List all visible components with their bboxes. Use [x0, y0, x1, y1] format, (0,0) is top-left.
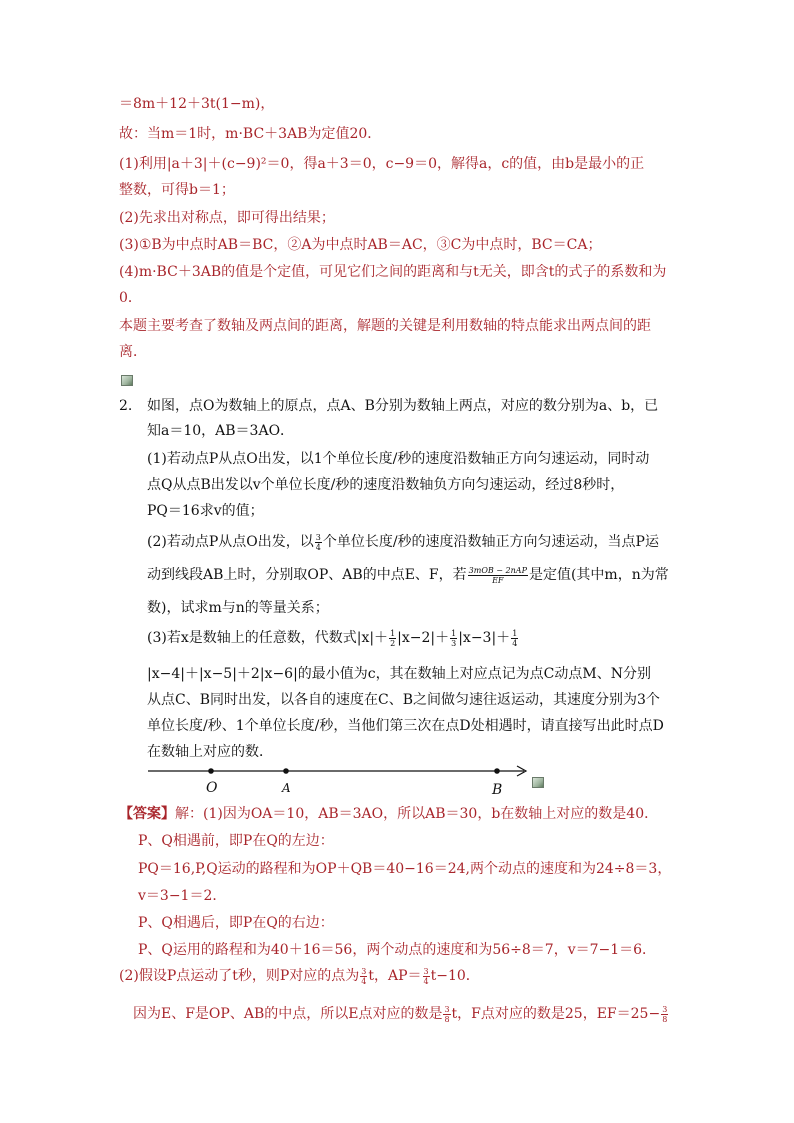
question-2-line-3: 数)，试求m与n的等量关系； — [147, 600, 329, 616]
frac-num: 3 — [444, 1004, 450, 1014]
solution-line-4: 整数，可得b＝1； — [119, 182, 235, 198]
answer-tag: 【答案】 — [119, 806, 175, 822]
point-o — [208, 768, 214, 774]
question-1-line-1: (1)若动点P从点O出发，以1个单位长度/秒的速度沿数轴正方向匀速运动，同时动 — [147, 451, 650, 467]
frac-num: 1 — [390, 628, 396, 638]
frac-den: 4 — [361, 976, 367, 986]
q2-line1-post: 个单位长度/秒的速度沿数轴正方向匀速运动，当点P运 — [322, 534, 659, 550]
q3-pre: (3)若x是数轴上的任意数，代数式|x|＋ — [147, 630, 389, 646]
solution-line-5: (2)先求出对称点，即可得出结果； — [119, 210, 335, 226]
solution-line-3: (1)利用|a＋3|＋(c−9)²＝0，得a＋3＝0，c−9＝0，解得a，c的值，由b是最小的正 — [119, 156, 645, 172]
q3-mid2: |x−3|＋ — [458, 630, 511, 646]
frac-num: 1 — [451, 628, 457, 638]
frac-den: 4 — [423, 976, 429, 986]
a7-pre: (2)假设P点运动了t秒，则P对应的点为 — [119, 968, 360, 984]
point-a — [283, 768, 289, 774]
problem-number: 2. — [119, 398, 133, 414]
fraction-three-quarters — [360, 967, 367, 986]
answer-line-1-text: 解：(1)因为OA＝10，AB＝3AO，所以AB＝30，b在数轴上对应的数是40． — [175, 806, 659, 822]
question-3-line-2: |x−4|＋|x−5|＋2|x−6|的最小值为c，其在数轴上对应点记为点C动点M、N分别 — [147, 666, 651, 682]
solution-line-6: (3)①B为中点时AB＝BC，②A为中点时AB＝AC，③C为中点时，BC＝CA； — [119, 237, 602, 253]
q2-line2-post: 是定值(其中m，n为常 — [528, 567, 669, 583]
answer-line-1 — [119, 804, 658, 824]
q2-line1-pre: (2)若动点P从点O出发，以 — [147, 534, 314, 550]
fraction-three-eighths — [661, 1005, 668, 1024]
answer-line-6: P、Q运用的路程和为40＋16＝56，两个动点的速度和为56÷8＝7，v＝7−1＝6． — [138, 942, 657, 958]
solution-line-10: 离． — [119, 344, 147, 360]
solution-line-8: 0． — [119, 290, 142, 306]
question-3-line-5: 在数轴上对应的数． — [147, 744, 273, 760]
frac-den: 3 — [451, 638, 457, 648]
image-placeholder-icon — [532, 777, 544, 788]
frac-den: 8 — [662, 1014, 668, 1024]
label-b: B — [492, 782, 503, 798]
solution-line-7: (4)m·BC＋3AB的值是个定值，可见它们之间的距离和与t无关，即含t的式子的系数和为 — [119, 264, 667, 280]
answer-line-3: PQ＝16,P,Q运动的路程和为OP＋QB＝40−16＝24,两个动点的速度和为24÷8＝3， — [138, 861, 672, 877]
answer-line-2: P、Q相遇前，即P在Q的左边： — [138, 833, 334, 849]
frac-num: 3 — [315, 532, 321, 542]
question-3-line-4: 单位长度/秒、1个单位长度/秒，当他们第三次在点D处相遇时，请直接写出此时点D — [147, 718, 664, 734]
answer-line-7 — [119, 966, 480, 986]
frac-den: 8 — [444, 1014, 450, 1024]
problem-line-1: 如图，点O为数轴上的原点，点A、B分别为数轴上两点，对应的数分别为a、b，已 — [147, 398, 659, 414]
label-a: A — [282, 781, 291, 795]
frac-den: EF — [492, 575, 504, 585]
frac-num: 3mOB − 2nAP — [468, 565, 527, 575]
solution-line-1: ＝8m＋12＋3t(1−m)， — [119, 96, 275, 112]
a8-mid: t，F点对应的数是25，EF＝25− — [451, 1006, 661, 1022]
frac-den: 4 — [512, 638, 518, 648]
frac-num: 1 — [512, 628, 518, 638]
q3-mid1: |x−2|＋ — [397, 630, 450, 646]
a8-pre: 因为E、F是OP、AB的中点，所以E点对应的数是 — [133, 1006, 443, 1022]
point-b — [494, 768, 500, 774]
answer-line-4: v＝3−1＝2． — [138, 888, 227, 904]
q2-line2-pre: 动到线段AB上时，分别取OP、AB的中点E、F，若 — [147, 567, 467, 583]
problem-line-2: 知a＝10，AB＝3AO． — [147, 423, 295, 439]
answer-line-5: P、Q相遇后，即P在Q的右边： — [138, 915, 334, 931]
label-o: O — [206, 780, 218, 796]
solution-line-2: 故：当m＝1时，m·BC＋3AB为定值20． — [119, 126, 382, 142]
solution-line-9: 本题主要考查了数轴及两点间的距离，解题的关键是利用数轴的特点能求出两点间的距 — [119, 318, 651, 334]
a7-mid: t，AP＝ — [368, 968, 422, 984]
frac-den: 2 — [390, 638, 396, 648]
question-1-line-3: PQ＝16求v的值； — [147, 503, 264, 519]
frac-num: 3 — [423, 966, 429, 976]
question-1-line-2: 点Q从点B出发以v个单位长度/秒的速度沿数轴负方向匀速运动，经过8秒时， — [147, 477, 625, 493]
fraction-three-eighths — [443, 1005, 450, 1024]
a7-post: t−10． — [430, 968, 480, 984]
frac-num: 3 — [662, 1004, 668, 1014]
frac-num: 3 — [361, 966, 367, 976]
frac-den: 4 — [315, 542, 321, 552]
question-3-line-3: 从点C、B同时出发，以各自的速度在C、B之间做匀速往返运动，其速度分别为3个 — [147, 692, 660, 708]
fraction-three-quarters — [423, 967, 430, 986]
answer-line-8 — [133, 1004, 669, 1024]
